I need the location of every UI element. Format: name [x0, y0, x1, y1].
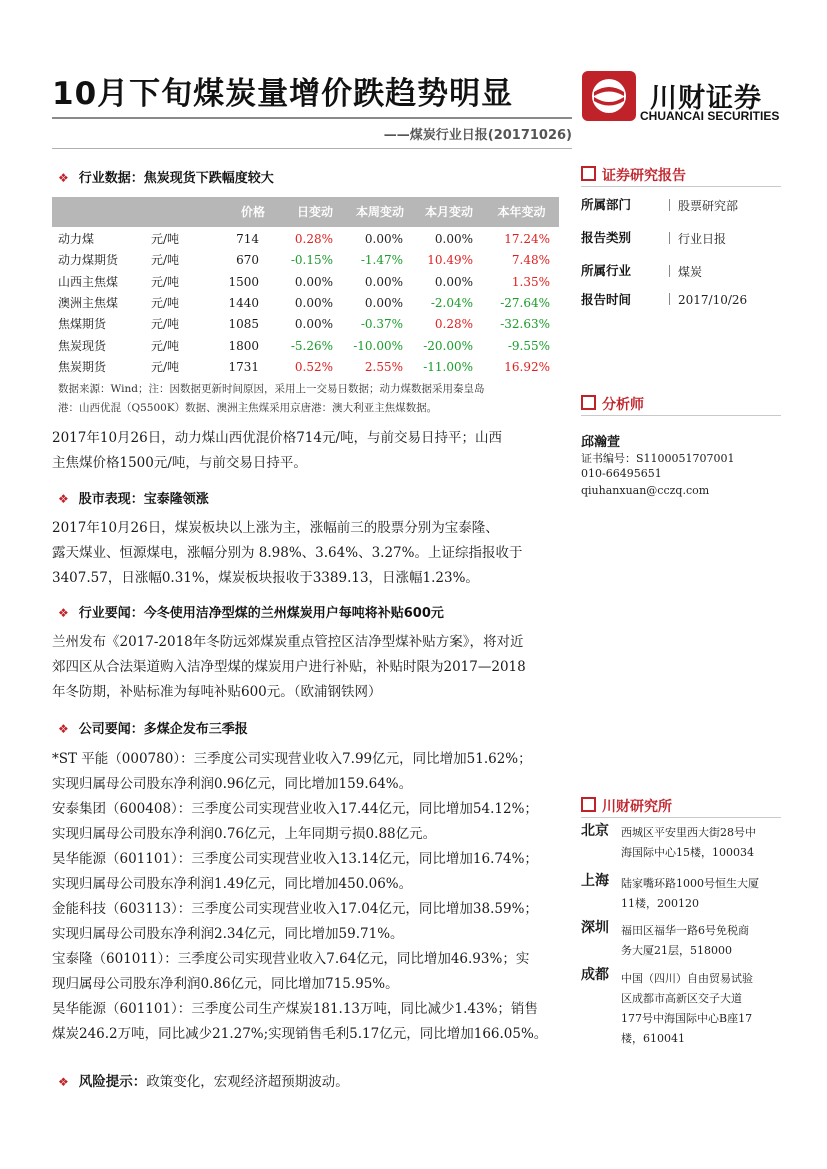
section-heading-news: ❖ 行业要闻：今冬使用洁净型煤的兰州煤炭用户每吨将补贴600元 — [58, 606, 444, 621]
table-cell-year: 17.24% — [504, 232, 550, 246]
office-address-shanghai: 陆家嘴环路1000号恒生大厦 11楼，200120 — [621, 877, 759, 910]
table-cell-unit: 元/吨 — [151, 253, 180, 268]
table-cell-day: 0.00% — [294, 295, 333, 310]
table-cell-year: 7.48% — [511, 253, 550, 268]
table-row — [52, 357, 559, 378]
info-value-industry: 煤炭 — [669, 263, 702, 280]
col-header-price: 价格 — [240, 205, 265, 219]
brand-name-en: CHUANCAI SECURITIES — [640, 109, 780, 123]
sidebar-rule — [581, 415, 781, 416]
section-heading-stock: ❖ 股市表现：宝泰隆领涨 — [58, 492, 209, 507]
office-city-shanghai: 上海 — [581, 873, 609, 889]
header-rule-top — [52, 117, 572, 119]
company-paragraph: *ST 平能（000780）：三季度公司实现营业收入7.99亿元，同比增加51.62%； 实现归属母公司股东净利润0.96亿元，同比增加159.64%。 安泰集团（600408）：三季度公司实现营业收入17.44亿元，同比增加54.12%； 实现归属母公司股东净利润0.76亿元，上年同期亏损0.88亿元。 昊华能源（601101）：三季度公司实现营业收入13.14亿元，同比增加16.74%； 实现归属母公司股东净利润1.49亿元，同比增加450.06%。 金能科技（603113）：三季度公司实现营业收入17.04亿元，同比增加38.59%； 实现归属母公司股东净利润2.34亿元，同比增加59.71%。 宝泰隆（601011）：三季度公司实现营业收入7.64亿元，同比增加46.93%；实 现归属母公司股东净利润0.86亿元，同比增加715.95%。 昊华能源（601101）：三季度公司生产煤炭181.13万吨，同比减少1.43%；销售 煤炭246.2万吨，同比减少21.27%;实现销售毛利5.17亿元，同比增加166.05%。 — [52, 751, 548, 1042]
table-cell-month: 0.00% — [434, 232, 473, 246]
table-header — [52, 197, 559, 227]
table-row — [52, 250, 559, 271]
table-cell-unit: 元/吨 — [151, 295, 180, 310]
diamond-bullet-icon: ❖ — [58, 1075, 69, 1089]
table-row — [52, 336, 559, 357]
table-cell-year: -27.64% — [500, 295, 550, 310]
analyst-name: 邱瀚萱 — [581, 435, 621, 450]
table-cell-price: 670 — [236, 253, 259, 268]
info-value-type: 行业日报 — [669, 230, 726, 247]
analyst-email[interactable]: qiuhanxuan@cczq.com — [581, 484, 710, 497]
page-subtitle: ——煤炭行业日报(20171026) — [383, 128, 572, 143]
sidebar-heading-report: 证券研究报告 — [581, 165, 686, 185]
table-cell-price: 714 — [236, 232, 259, 246]
table-row — [52, 229, 559, 250]
table-cell-day: 0.00% — [294, 274, 333, 289]
office-city-shenzhen: 深圳 — [581, 920, 609, 936]
analyst-cert: 证书编号：S1100051707001 — [581, 452, 735, 465]
office-address-shenzhen: 福田区福华一路6号免税商 务大厦21层，518000 — [621, 924, 749, 957]
table-cell-week: 0.00% — [364, 295, 403, 310]
section-heading-industry-data: ❖ 行业数据：焦炭现货下跌幅度较大 — [58, 171, 274, 186]
table-cell-price: 1731 — [228, 359, 259, 374]
sidebar-heading-institute: 川财研究所 — [581, 796, 672, 816]
table-cell-name: 焦炭现货 — [58, 338, 107, 353]
square-marker-icon — [581, 395, 596, 410]
diamond-bullet-icon: ❖ — [58, 606, 69, 620]
table-cell-year: 1.35% — [511, 274, 550, 289]
col-header-week: 本周变动 — [355, 205, 404, 219]
table-cell-name: 焦炭期货 — [58, 359, 107, 374]
risk-note: ❖ 风险提示：政策变化，宏观经济超预期波动。 — [58, 1074, 349, 1090]
info-label-industry: 所属行业 — [581, 263, 632, 278]
table-cell-month: -2.04% — [430, 295, 473, 310]
table-cell-unit: 元/吨 — [151, 317, 180, 332]
table-cell-unit: 元/吨 — [151, 338, 180, 353]
col-header-year: 本年变动 — [497, 205, 546, 219]
table-cell-month: 0.00% — [434, 274, 473, 289]
square-marker-icon — [581, 166, 596, 181]
brand-logo-icon — [581, 70, 637, 126]
sidebar-rule — [581, 186, 781, 187]
table-cell-week: 2.55% — [364, 359, 403, 374]
table-cell-month: 0.28% — [434, 317, 473, 332]
analyst-phone: 010-66495651 — [581, 467, 662, 480]
table-cell-week: 0.00% — [364, 232, 403, 246]
table-cell-price: 1440 — [228, 295, 259, 310]
info-value-dept: 股票研究部 — [669, 197, 738, 214]
office-city-beijing: 北京 — [581, 823, 609, 839]
table-cell-week: -0.37% — [360, 317, 403, 332]
diamond-bullet-icon: ❖ — [58, 171, 69, 185]
table-cell-day: -5.26% — [290, 338, 333, 353]
office-address-chengdu: 中国（四川）自由贸易试验 区成都市高新区交子大道 177号中海国际中心B座17 楼，610041 — [621, 972, 753, 1045]
info-label-date: 报告时间 — [581, 292, 632, 307]
stock-paragraph: 2017年10月26日，煤炭板块以上涨为主，涨幅前三的股票分别为宝泰隆、 露天煤业、恒源煤电，涨幅分别为 8.98%、3.64%、3.27%。上证综指报收于 3407.57，日涨幅0.31%，煤炭板块报收于3389.13，日涨幅1.23%。 — [52, 520, 523, 586]
table-cell-price: 1500 — [228, 274, 259, 289]
header-rule-bottom — [52, 148, 572, 149]
table-cell-unit: 元/吨 — [151, 232, 180, 246]
section-heading-company: ❖ 公司要闻：多煤企发布三季报 — [58, 722, 248, 737]
table-cell-unit: 元/吨 — [151, 359, 180, 374]
info-label-dept: 所属部门 — [581, 197, 632, 212]
table-cell-price: 1085 — [228, 317, 259, 332]
brand-name-cn: 川财证券 — [650, 83, 762, 114]
col-header-day: 日变动 — [296, 205, 333, 219]
page-title: 10月下旬煤炭量增价跌趋势明显 — [52, 76, 514, 112]
office-address-beijing: 西城区平安里西大街28号中 海国际中心15楼，100034 — [621, 826, 756, 859]
table-cell-month: 10.49% — [427, 253, 473, 268]
table-cell-name: 山西主焦煤 — [58, 274, 119, 289]
office-city-chengdu: 成都 — [581, 967, 609, 983]
square-marker-icon — [581, 797, 596, 812]
table-cell-day: 0.28% — [294, 232, 333, 246]
table-cell-name: 动力煤 — [58, 232, 95, 246]
table-cell-week: -10.00% — [353, 338, 403, 353]
table-cell-price: 1800 — [228, 338, 259, 353]
table-cell-day: 0.52% — [294, 359, 333, 374]
table-cell-year: 16.92% — [504, 359, 550, 374]
table-cell-year: -32.63% — [500, 317, 550, 332]
table-row — [52, 293, 559, 314]
info-value-date: 2017/10/26 — [669, 292, 747, 307]
table-cell-month: -11.00% — [423, 359, 473, 374]
table-cell-week: -1.47% — [360, 253, 403, 268]
industry-data-paragraph: 2017年10月26日，动力煤山西优混价格714元/吨，与前交易日持平；山西 主焦煤价格1500元/吨，与前交易日持平。 — [52, 430, 503, 471]
news-paragraph: 兰州发布《2017-2018年冬防远郊煤炭重点管控区洁净型煤补贴方案》，将对近 郊四区从合法渠道购入洁净型煤的煤炭用户进行补贴，补贴时限为2017—2018 年冬防期，补贴标准为每吨补贴600元。（欧浦钢铁网） — [52, 634, 526, 700]
info-label-type: 报告类别 — [581, 230, 632, 245]
sidebar-rule — [581, 817, 781, 818]
table-cell-day: 0.00% — [294, 317, 333, 332]
diamond-bullet-icon: ❖ — [58, 722, 69, 736]
diamond-bullet-icon: ❖ — [58, 492, 69, 506]
table-cell-name: 焦煤期货 — [58, 317, 107, 332]
table-row — [52, 272, 559, 293]
table-cell-year: -9.55% — [507, 338, 550, 353]
table-cell-name: 澳洲主焦煤 — [58, 295, 119, 310]
sidebar-heading-analyst: 分析师 — [581, 394, 644, 414]
table-source-note: 数据来源：Wind；注：因数据更新时间原因，采用上一交易日数据；动力煤数据采用秦皇岛 港：山西优混（Q5500K）数据、澳洲主焦煤采用京唐港：澳大利亚主焦煤数据。 — [58, 383, 485, 414]
table-cell-month: -20.00% — [423, 338, 473, 353]
table-row — [52, 314, 559, 335]
table-cell-week: 0.00% — [364, 274, 403, 289]
table-cell-name: 动力煤期货 — [58, 253, 119, 268]
table-cell-day: -0.15% — [290, 253, 333, 268]
col-header-month: 本月变动 — [424, 205, 473, 219]
table-cell-unit: 元/吨 — [151, 274, 180, 289]
